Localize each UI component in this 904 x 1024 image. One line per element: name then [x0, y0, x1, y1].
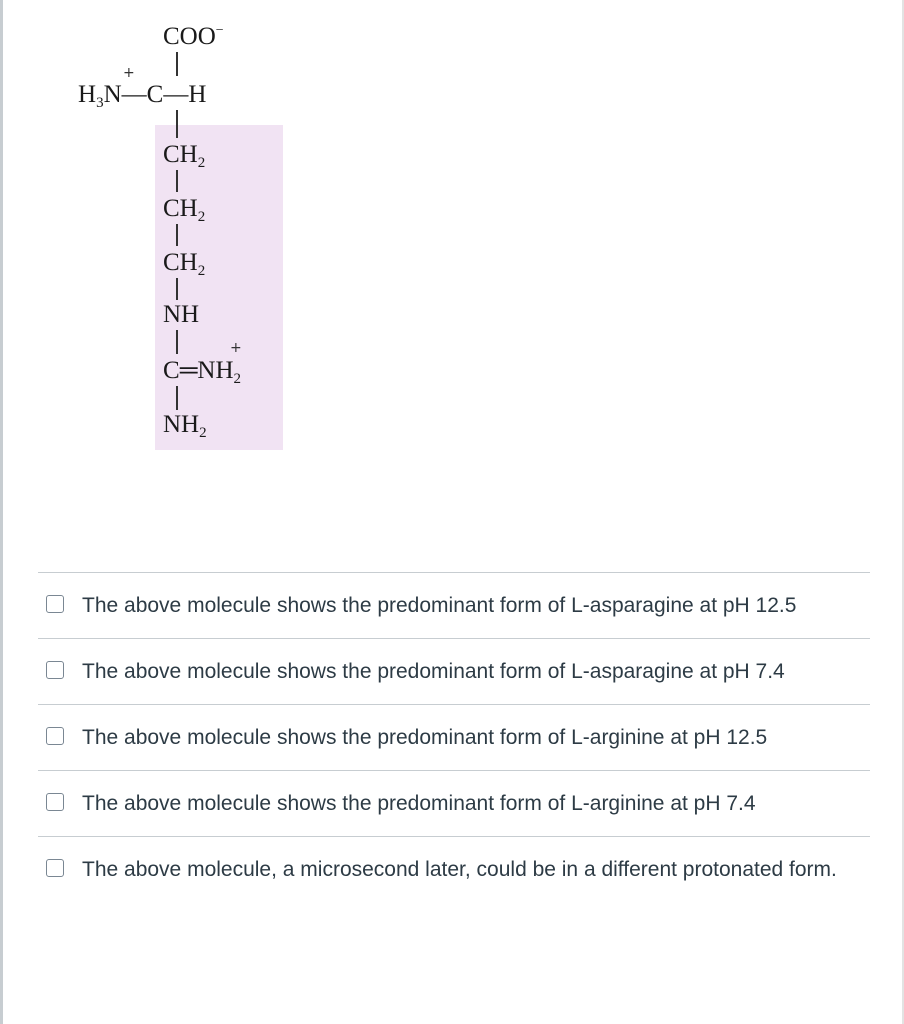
alpha-hydrogen-label: H	[188, 81, 207, 108]
methylene-1-subscript: 2	[197, 155, 206, 171]
answer-option[interactable]	[38, 638, 870, 704]
carboxylate-group	[163, 24, 224, 49]
guanidino-carbon-label: C	[163, 357, 180, 384]
methylene-3-subscript: 2	[197, 263, 206, 279]
bond-alpha-ch2	[176, 110, 178, 138]
side-chain-highlight	[155, 125, 283, 450]
bond-ch2-1-2	[176, 170, 178, 192]
methylene-2-label: CH	[163, 195, 198, 222]
methylene-3	[163, 249, 206, 279]
answer-options-list	[38, 572, 870, 902]
bond-ch2-2-3	[176, 224, 178, 246]
option-text: The above molecule, a microsecond later, could be in a different protonated form.	[82, 858, 837, 881]
carboxylate-label: COO	[163, 23, 216, 50]
amino-hydrogen-label: H	[78, 81, 97, 108]
alpha-carbon-label: C	[146, 81, 164, 108]
amino-hydrogen-subscript: 3	[96, 95, 104, 111]
methylene-1-label: CH	[163, 141, 198, 168]
amino-positive-charge: +	[123, 65, 135, 81]
option-text: The above molecule shows the predominant form of L-asparagine at pH 7.4	[82, 660, 785, 683]
bond-c-h: —	[163, 81, 189, 108]
guanidino-nh2-label: NH	[197, 357, 234, 384]
bond-n-c: —	[121, 81, 147, 108]
bond-carboxyl-alpha	[176, 52, 178, 76]
option-checkbox[interactable]	[46, 793, 64, 811]
methylene-2	[163, 195, 206, 225]
amino-nitrogen-label: N	[103, 81, 122, 108]
imino-group: NH	[163, 301, 200, 328]
alpha-carbon-row	[78, 81, 207, 111]
guanidino-row	[163, 357, 242, 387]
answer-option[interactable]	[38, 770, 870, 836]
option-checkbox[interactable]	[46, 727, 64, 745]
option-checkbox[interactable]	[46, 859, 64, 877]
bond-ch2-nh	[176, 278, 178, 300]
option-text: The above molecule shows the predominant form of L-arginine at pH 7.4	[82, 792, 756, 815]
bond-guanidino-nh2	[176, 386, 178, 410]
content-frame-left-border	[0, 0, 3, 1024]
terminal-amino-label: NH	[163, 411, 200, 438]
arginine-structure-figure	[60, 10, 300, 450]
option-text: The above molecule shows the predominant form of L-arginine at pH 12.5	[82, 726, 768, 749]
methylene-1	[163, 141, 206, 171]
bond-nh-guanidino	[176, 330, 178, 354]
option-checkbox[interactable]	[46, 661, 64, 679]
carboxylate-charge: −	[215, 23, 224, 38]
guanidino-nh2-subscript: 2	[233, 371, 242, 387]
guanidino-double-bond: ═	[179, 357, 198, 384]
guanidino-positive-charge: +	[230, 340, 242, 356]
option-text: The above molecule shows the predominant form of L-asparagine at pH 12.5	[82, 594, 797, 617]
terminal-amino-subscript: 2	[199, 425, 207, 441]
answer-option[interactable]	[38, 704, 870, 770]
methylene-3-label: CH	[163, 249, 198, 276]
answer-option[interactable]	[38, 572, 870, 638]
methylene-2-subscript: 2	[197, 209, 206, 225]
option-checkbox[interactable]	[46, 595, 64, 613]
answer-option[interactable]	[38, 836, 870, 902]
terminal-amino-group	[163, 411, 207, 441]
